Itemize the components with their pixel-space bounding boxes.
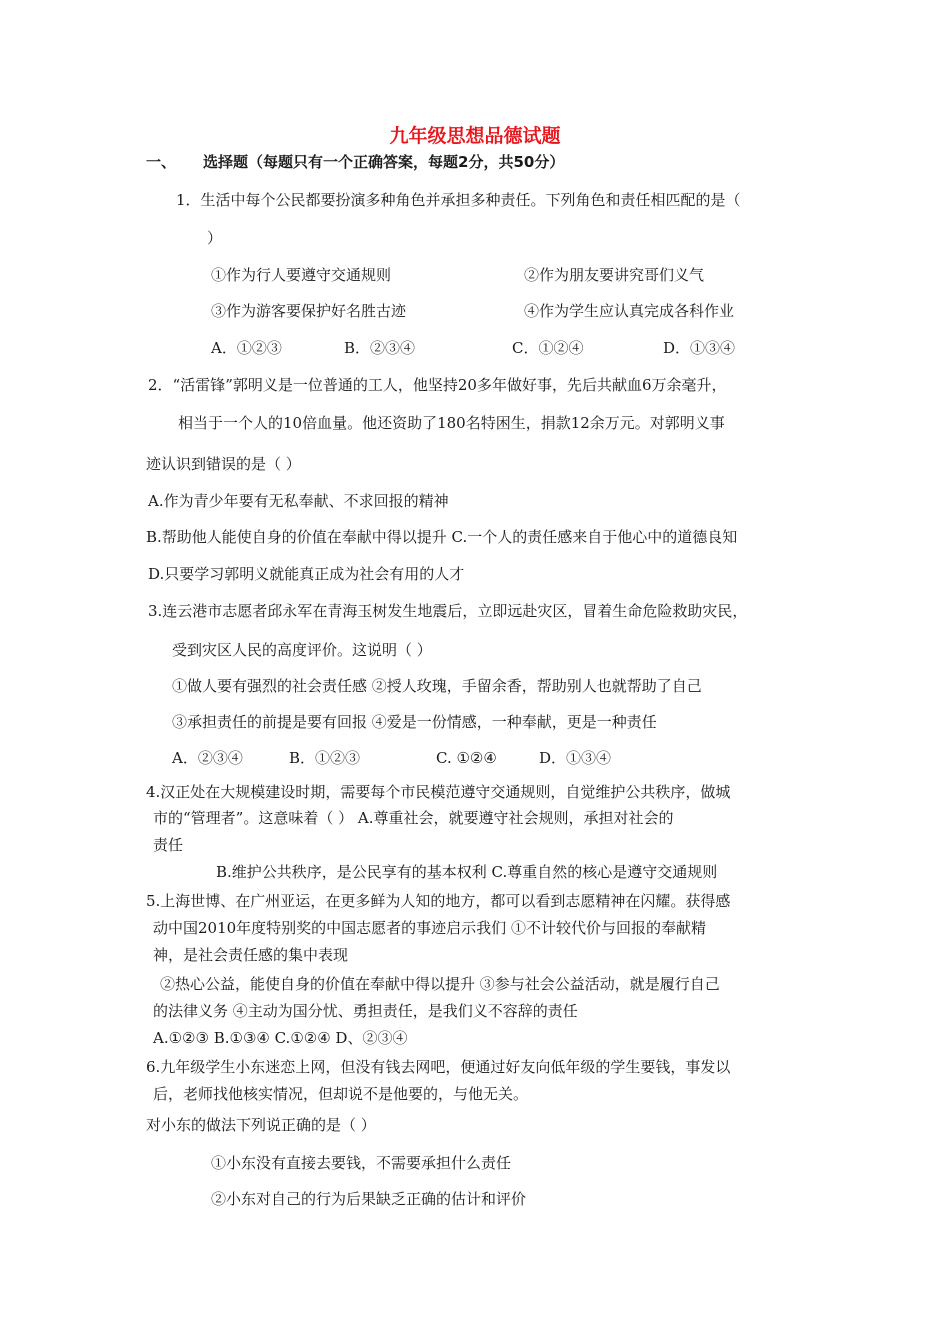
q6-item-2: ②小东对自己的行为后果缺乏正确的估计和评价	[211, 1190, 527, 1208]
q1-item-3: ③作为游客要保护好名胜古迹	[211, 302, 407, 320]
question-1-stem: 1．生活中每个公民都要扮演多种角色并承担多种责任。下列角色和责任相匹配的是（	[176, 191, 741, 209]
question-4-line-3: 责任	[153, 836, 184, 854]
q1-item-2: ②作为朋友要讲究哥们义气	[524, 266, 705, 284]
page-title: 九年级思想品德试题	[389, 125, 561, 147]
question-2-line-1: 2．“活雷锋”郭明义是一位普通的工人，他坚持20多年做好事，先后共献血6万余毫升，	[148, 376, 727, 394]
section-heading: 选择题（每题只有一个正确答案，每题2分，共50分）	[203, 153, 565, 171]
q4-options-b-c: B.维护公共秩序，是公民享有的基本权利 C.尊重自然的核心是遵守交通规则	[216, 863, 718, 881]
q3-option-d: D．①③④	[539, 749, 612, 767]
q3-option-a: A．②③④	[172, 749, 243, 767]
q6-item-1: ①小东没有直接去要钱，不需要承担什么责任	[211, 1154, 512, 1172]
q1-item-1: ①作为行人要遵守交通规则	[211, 266, 392, 284]
question-1-stem-end: ）	[207, 229, 223, 247]
question-5-line-3: 神，是社会责任感的集中表现	[153, 946, 349, 964]
q3-items-3-4: ③承担责任的前提是要有回报 ④爱是一份情感，一种奉献，更是一种责任	[172, 713, 657, 731]
question-6-line-2: 后，老师找他核实情况，但却说不是他要的，与他无关。	[153, 1085, 529, 1103]
q1-option-d: D．①③④	[663, 339, 736, 357]
section-number: 一、	[146, 153, 177, 171]
q3-option-b: B．①②③	[289, 749, 361, 767]
q3-option-c: C. ①②④	[436, 749, 497, 767]
q3-items-1-2: ①做人要有强烈的社会责任感 ②授人玫瑰，手留余香，帮助别人也就帮助了自己	[172, 677, 702, 695]
question-2-line-2: 相当于一个人的10倍血量。他还资助了180名特困生，捐款12余万元。对郭明义事	[178, 414, 725, 432]
question-5-line-5: 的法律义务 ④主动为国分忧、勇担责任，是我们义不容辞的责任	[153, 1002, 578, 1020]
question-3-line-2: 受到灾区人民的高度评价。这说明（ ）	[172, 641, 432, 659]
question-2-line-3: 迹认识到错误的是（ ）	[146, 455, 301, 473]
question-3-line-1: 3.连云港市志愿者邱永军在青海玉树发生地震后，立即远赴灾区，冒着生命危险救助灾民，	[148, 602, 748, 620]
question-5-line-4: ②热心公益，能使自身的价值在奉献中得以提升 ③参与社会公益活动，就是履行自己	[160, 975, 720, 993]
q1-option-a: A．①②③	[211, 339, 282, 357]
question-5-line-2: 动中国2010年度特别奖的中国志愿者的事迹启示我们 ①不计较代价与回报的奉献精	[153, 919, 706, 937]
q1-option-b: B．②③④	[344, 339, 416, 357]
q5-options: A.①②③ B.①③④ C.①②④ D、②③④	[153, 1029, 408, 1047]
q1-item-4: ④作为学生应认真完成各科作业	[524, 302, 735, 320]
question-4-line-2: 市的“管理者”。这意味着（ ） A.尊重社会，就要遵守社会规则，承担对社会的	[153, 809, 674, 827]
question-5-line-1: 5.上海世博、在广州亚运，在更多鲜为人知的地方，都可以看到志愿精神在闪耀。获得感	[146, 892, 731, 910]
q1-option-c: C．①②④	[512, 339, 584, 357]
question-6-line-3: 对小东的做法下列说正确的是（ ）	[146, 1116, 376, 1134]
question-4-line-1: 4.汉正处在大规模建设时期，需要每个市民模范遵守交通规则，自觉维护公共秩序，做城	[146, 783, 731, 801]
q2-option-a: A.作为青少年要有无私奉献、不求回报的精神	[148, 492, 449, 510]
q2-option-b-c: B.帮助他人能使自身的价值在奉献中得以提升 C.一个人的责任感来自于他心中的道德良知	[146, 528, 738, 546]
q2-option-d: D.只要学习郭明义就能真正成为社会有用的人才	[148, 565, 465, 583]
question-6-line-1: 6.九年级学生小东迷恋上网，但没有钱去网吧，便通过好友向低年级的学生要钱，事发以	[146, 1058, 731, 1076]
